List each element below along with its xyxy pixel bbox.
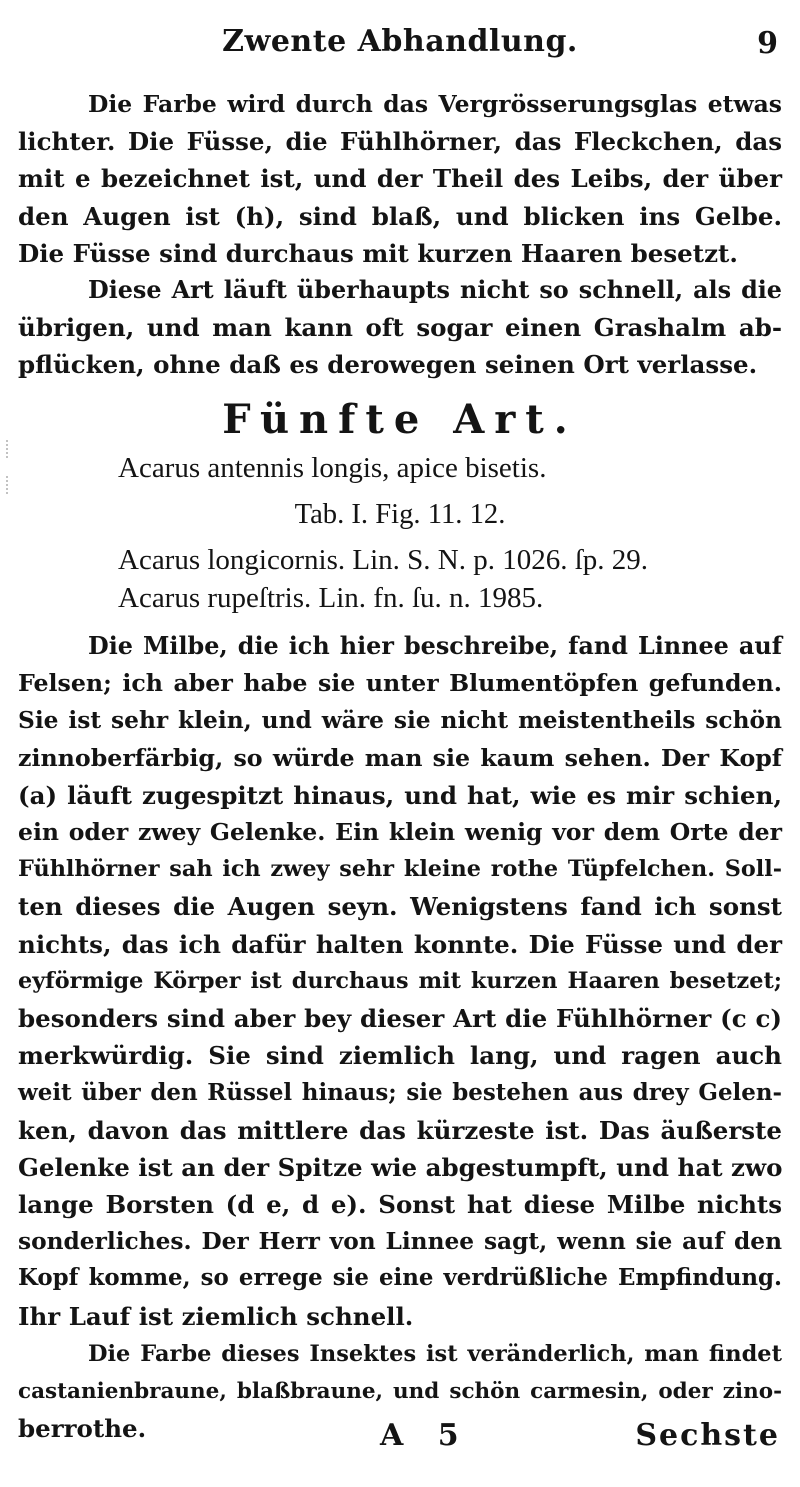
text-line: Felsen; ich aber habe sie unter Blumentöpfen gefunden. <box>18 669 782 698</box>
text-line: Die Füsse sind durchaus mit kurzen Haaren besetzt. <box>18 238 738 268</box>
text-line: Fühlhörner sah ich zwey sehr kleine rothe Tüpfelchen. Soll- <box>18 856 782 883</box>
text-line: merkwürdig. Sie sind ziemlich lang, und ragen auch <box>18 1041 782 1071</box>
text-line: ein oder zwey Gelenke. Ein klein wenig vor dem Orte der <box>18 818 782 847</box>
text-line: sonderliches. Der Herr von Linnee sagt, wenn sie auf den <box>18 1228 782 1256</box>
latin-name: Acarus antennis longis, apice bisetis. <box>118 452 547 484</box>
signature-mark: A 5 <box>380 1418 471 1453</box>
text-line: mit e bezeichnet ist, und der Theil des Leibs, der über <box>18 164 782 194</box>
paragraph-2 <box>18 272 782 384</box>
table-reference: Tab. I. Fig. 11. 12. <box>294 498 506 530</box>
synonym-line: Acarus longicornis. Lin. S. N. p. 1026. ſp. 29. <box>118 544 649 576</box>
text-line: eyförmige Körper ist durchaus mit kurzen Haaren besetzet; <box>18 967 782 994</box>
margin-mark <box>6 476 20 494</box>
text-line: zinnoberfärbig, so würde man sie kaum sehen. Der Kopf <box>18 743 782 772</box>
text-line: Sie ist sehr klein, und wäre sie nicht meistentheils schön <box>18 707 782 735</box>
text-line: den Augen ist (h), sind blaß, und blicken ins Gelbe. <box>18 201 782 231</box>
text-line: ken, davon das mittlere das kürzeste ist. Das äußerste <box>18 1115 782 1145</box>
text-line: übrigen, und man kann oft sogar einen Grashalm ab- <box>18 313 782 343</box>
text-line: nichts, das ich dafür halten konnte. Die Füsse und der <box>18 929 782 959</box>
text-line: castanienbraune, blaßbraune, und schön carmesin, oder zino- <box>18 1379 782 1405</box>
text-line: lange Borsten (d e, d e). Sonst hat diese Milbe nichts <box>18 1190 782 1220</box>
text-line: Kopf komme, so errege sie eine verdrüßliche Empfindung. <box>18 1265 782 1292</box>
text-line: Gelenke ist an der Spitze wie abgestumpft, und hat zwo <box>18 1152 783 1182</box>
text-line: Die Farbe dieses Insektes ist veränderlich, man findet <box>88 1341 782 1367</box>
synonym-line: Acarus rupeſtris. Lin. fn. ſu. n. 1985. <box>118 582 544 614</box>
section-heading: Fünfte Art. <box>222 396 578 443</box>
text-line: (a) läuft zugespitzt hinaus, und hat, wie es mir schien, <box>18 780 782 810</box>
text-line: lichter. Die Füsse, die Fühlhörner, das Fleckchen, das <box>18 127 782 157</box>
text-line: ten dieses die Augen seyn. Wenigstens fand ich sonst <box>18 892 782 922</box>
paragraph-1 <box>18 86 782 272</box>
text-line: pflücken, ohne daß es derowegen seinen Ort verlasse. <box>18 350 758 380</box>
text-line: berrothe. <box>18 1414 147 1444</box>
running-title: Zwente Abhandlung. <box>222 24 578 59</box>
catchword: Sechste <box>635 1418 780 1453</box>
paragraph-3 <box>18 628 782 1335</box>
text-line: Diese Art läuft überhaupts nicht so schnell, als die <box>88 276 782 304</box>
text-line: weit über den Rüssel hinaus; sie bestehen aus drey Gelen- <box>18 1079 782 1107</box>
text-line: besonders sind aber bey dieser Art die Fühlhörner (c c) <box>18 1004 782 1034</box>
text-line: Die Milbe, die ich hier beschreibe, fand Linnee auf <box>88 632 782 660</box>
running-head <box>0 14 800 74</box>
page-number: 9 <box>757 26 778 61</box>
text-line: Die Farbe wird durch das Vergrösserungsglas etwas <box>88 90 782 118</box>
text-line: Ihr Lauf ist ziemlich schnell. <box>18 1301 414 1331</box>
